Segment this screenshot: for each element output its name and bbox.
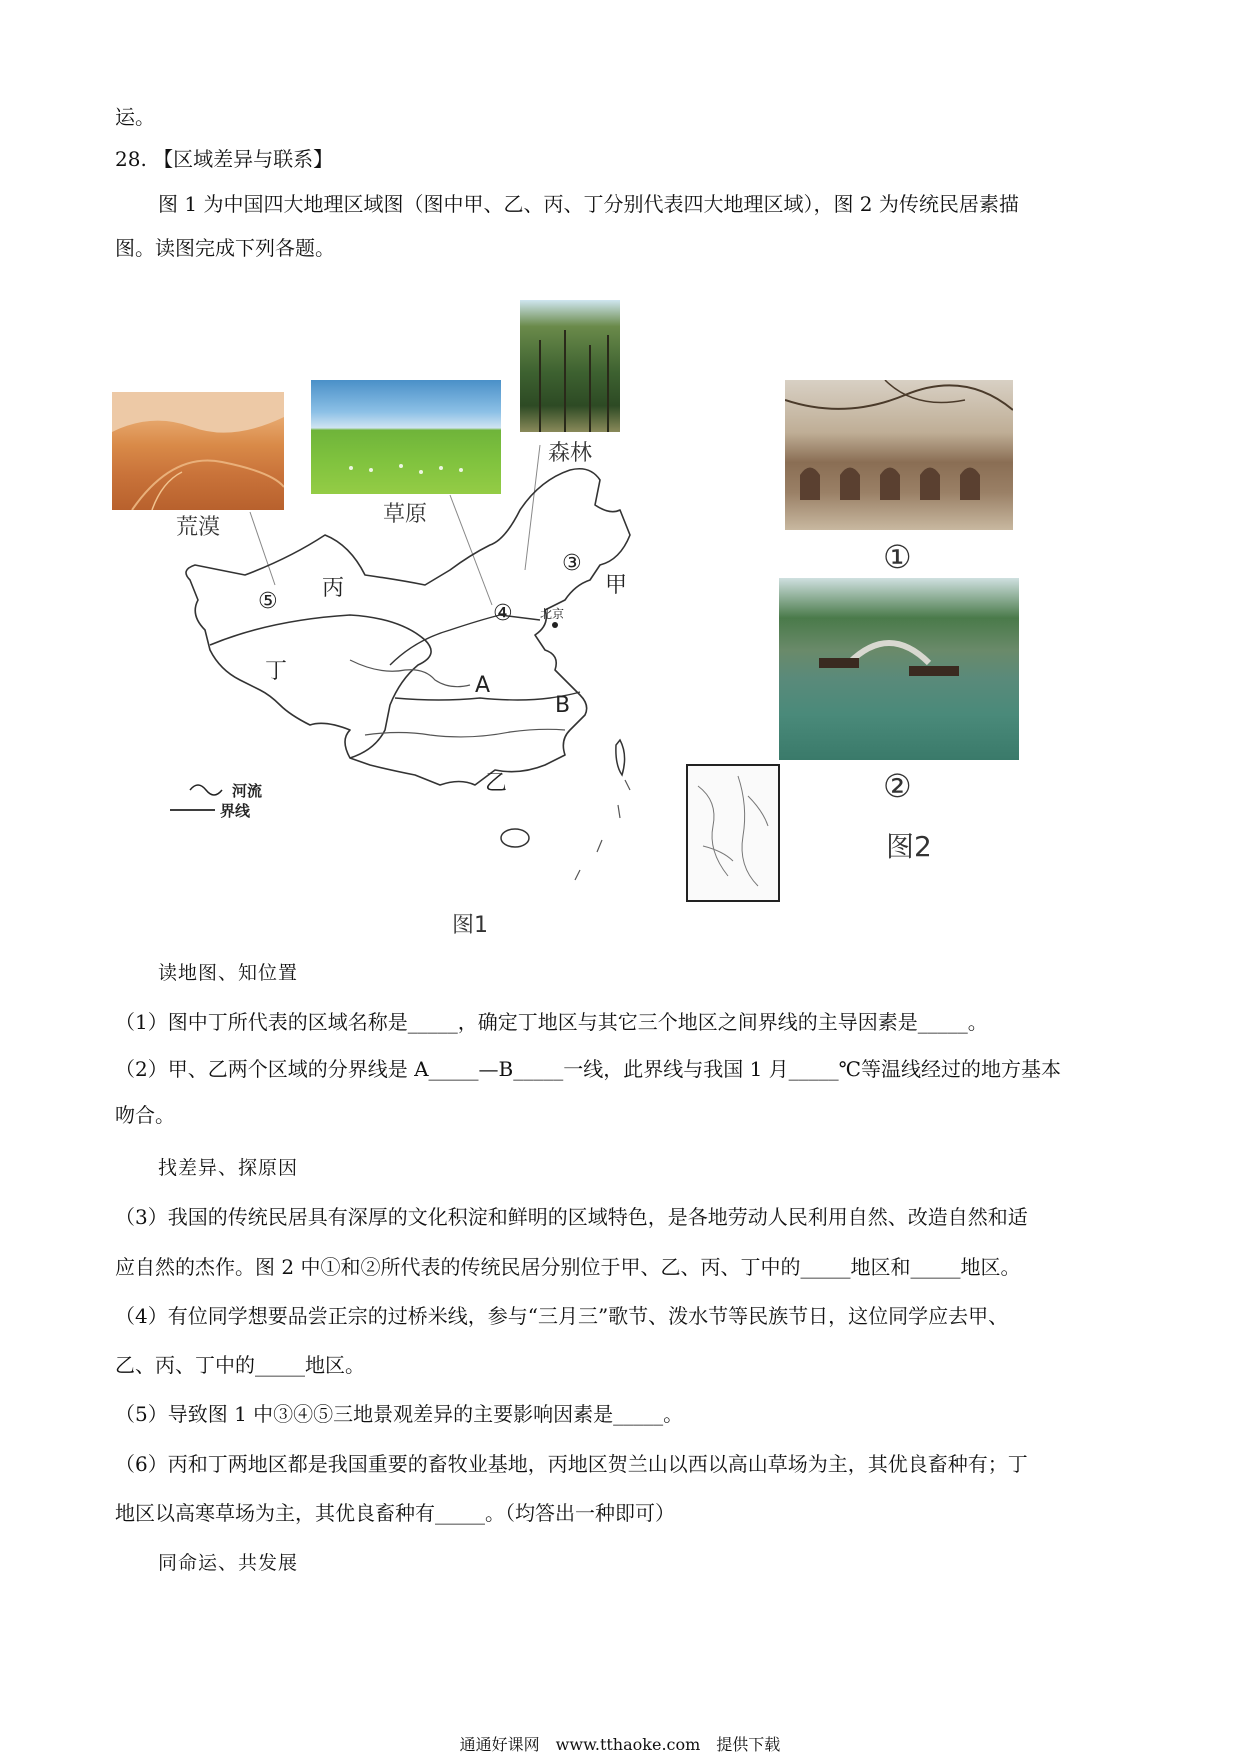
region-jia-label: 甲 xyxy=(605,573,628,598)
mark-5: ⑤ xyxy=(258,589,278,614)
region-ding-label: 丁 xyxy=(265,659,288,684)
sketch-inset xyxy=(686,764,780,902)
forest-photo xyxy=(520,300,620,432)
question-3-line2: 应自然的杰作。图 2 中①和②所代表的传统民居分别位于甲、乙、丙、丁中的_____地区和_____地区。 xyxy=(115,1255,1021,1279)
legend-river-symbol xyxy=(190,785,222,795)
question-5: （5）导致图 1 中③④⑤三地景观差异的主要影响因素是_____。 xyxy=(115,1402,684,1426)
question-28-heading: 28. 【区域差异与联系】 xyxy=(115,147,334,171)
text-line-continuation: 运。 xyxy=(115,105,155,129)
question-6-line2: 地区以高寒草场为主，其优良畜种有_____。（均答出一种即可） xyxy=(115,1501,675,1525)
region-border-north xyxy=(390,615,540,665)
legend-border-label: 界线 xyxy=(220,802,251,820)
hainan-island xyxy=(501,829,529,847)
question-4-line1: （4）有位同学想要品尝正宗的过桥米线，参与“三月三”歌节、泼水节等民族节日，这位同学应去甲、 xyxy=(115,1304,1009,1328)
grassland-label: 草原 xyxy=(383,502,428,527)
figure-1-caption: 图1 xyxy=(452,913,488,938)
cave-dwelling-photo xyxy=(785,380,1013,530)
page-footer: 通通好课网 www.tthaoke.com 提供下载 xyxy=(459,1735,781,1754)
region-border-ding xyxy=(210,615,431,758)
line-label-a: A xyxy=(475,673,491,698)
question-intro-line1: 图 1 为中国四大地理区域图（图中甲、乙、丙、丁分别代表四大地理区域），图 2 为传统民居素描 xyxy=(158,192,1019,216)
section-heading-differences: 找差异、探原因 xyxy=(158,1157,299,1179)
figure-2-mark-2: ② xyxy=(883,767,912,805)
question-1: （1）图中丁所代表的区域名称是_____，确定丁地区与其它三个地区之间界线的主导因素是_____。 xyxy=(115,1010,988,1034)
beijing-star xyxy=(552,622,558,628)
figure-2-caption: 图2 xyxy=(886,830,932,863)
forest-label: 森林 xyxy=(548,441,593,466)
river-yangtze xyxy=(365,729,565,737)
china-outline xyxy=(186,469,630,785)
region-yi-label: 乙 xyxy=(485,771,508,796)
water-town-photo xyxy=(779,578,1019,760)
question-intro-line2: 图。读图完成下列各题。 xyxy=(115,236,335,260)
question-2-line1: （2）甲、乙两个区域的分界线是 A_____—B_____一线，此界线与我国 1 月_____℃等温线经过的地方基本 xyxy=(115,1057,1062,1081)
china-regions-map xyxy=(150,440,710,900)
section-heading-development: 同命运、共发展 xyxy=(158,1552,299,1574)
line-label-b: B xyxy=(555,693,571,718)
question-6-line1: （6）丙和丁两地区都是我国重要的畜牧业基地，丙地区贺兰山以西以高山草场为主，其优良畜种有；丁 xyxy=(115,1452,1028,1476)
taiwan-island xyxy=(616,740,625,775)
question-2-line2: 吻合。 xyxy=(115,1103,175,1127)
mark-4: ④ xyxy=(493,601,513,626)
legend-river-label: 河流 xyxy=(232,782,263,800)
section-heading-location: 读地图、知位置 xyxy=(158,962,299,984)
region-bing-label: 丙 xyxy=(322,576,345,601)
figure-2-mark-1: ① xyxy=(883,538,912,576)
question-3-line1: （3）我国的传统民居具有深厚的文化积淀和鲜明的区域特色，是各地劳动人民利用自然、改造自然和适 xyxy=(115,1205,1028,1229)
question-4-line2: 乙、丙、丁中的_____地区。 xyxy=(115,1353,365,1377)
desert-label: 荒漠 xyxy=(176,515,221,540)
mark-3: ③ xyxy=(562,551,582,576)
beijing-label: 北京 xyxy=(540,607,565,621)
